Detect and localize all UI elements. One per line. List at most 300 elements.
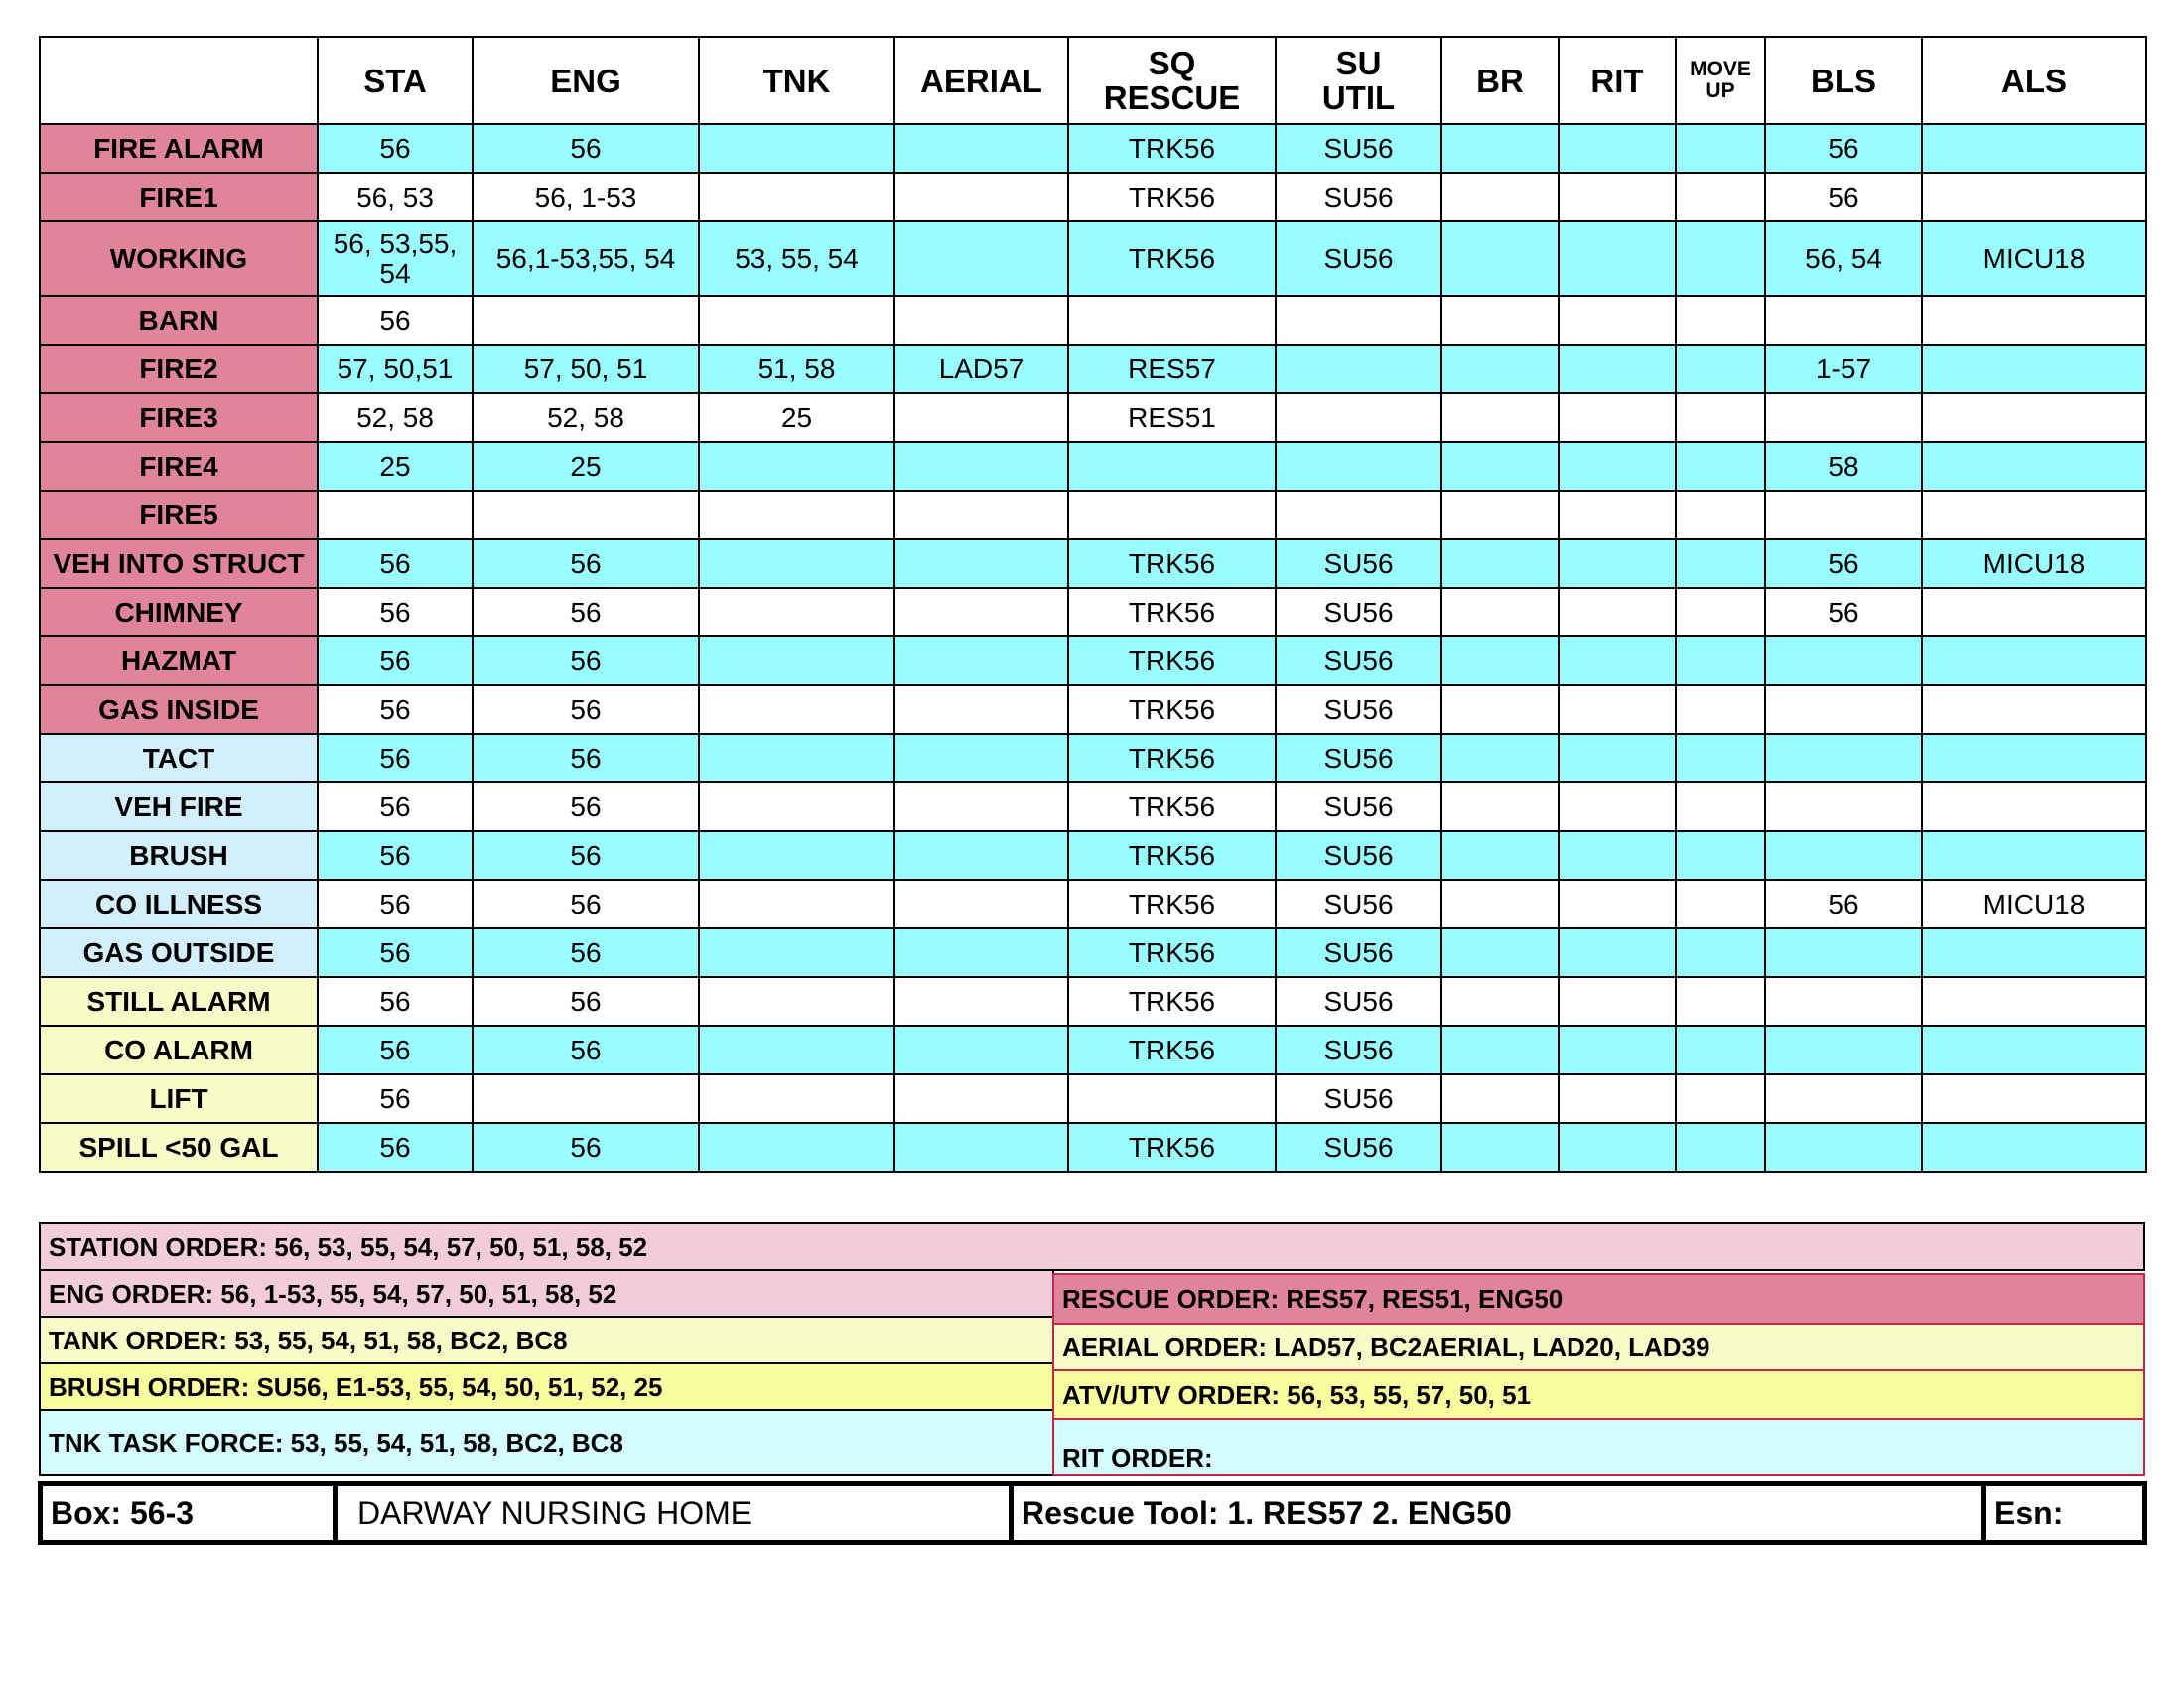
cell-eng: 56 — [473, 928, 699, 977]
cell-sta: 56 — [318, 880, 473, 928]
cell-tnk — [699, 588, 894, 636]
cell-su-util: SU56 — [1276, 1123, 1441, 1172]
cell-tnk — [699, 831, 894, 880]
table-row — [40, 539, 2146, 588]
cell-rit — [1559, 831, 1676, 880]
cell-tnk — [699, 173, 894, 221]
cell-aerial — [894, 880, 1068, 928]
cell-aerial — [894, 1123, 1068, 1172]
cell-bls — [1765, 685, 1922, 734]
header-corner — [40, 37, 318, 124]
row-label: FIRE1 — [40, 173, 318, 221]
cell-als — [1922, 491, 2146, 539]
cell-move-up — [1676, 588, 1765, 636]
cell-als — [1922, 588, 2146, 636]
col-header-rit: RIT — [1559, 37, 1676, 124]
cell-rit — [1559, 782, 1676, 831]
cell-move-up — [1676, 1026, 1765, 1074]
cell-br — [1441, 1026, 1559, 1074]
cell-br — [1441, 539, 1559, 588]
cell-br — [1441, 1074, 1559, 1123]
cell-tnk — [699, 1026, 894, 1074]
cell-tnk — [699, 539, 894, 588]
table-row — [40, 221, 2146, 296]
cell-rit — [1559, 539, 1676, 588]
rescue-tool: Rescue Tool: 1. RES57 2. ENG50 — [1009, 1486, 1981, 1540]
cell-eng: 56 — [473, 539, 699, 588]
cell-sq-rescue — [1068, 296, 1276, 345]
cell-sq-rescue: RES51 — [1068, 393, 1276, 442]
cell-bls: 56 — [1765, 880, 1922, 928]
table-row — [40, 588, 2146, 636]
cell-sq-rescue: RES57 — [1068, 345, 1276, 393]
cell-eng: 56 — [473, 636, 699, 685]
cell-sq-rescue — [1068, 1074, 1276, 1123]
cell-sta: 25 — [318, 442, 473, 491]
cell-rit — [1559, 1026, 1676, 1074]
cell-su-util: SU56 — [1276, 636, 1441, 685]
cell-sq-rescue — [1068, 442, 1276, 491]
cell-move-up — [1676, 977, 1765, 1026]
cell-eng — [473, 296, 699, 345]
cell-als — [1922, 1026, 2146, 1074]
cell-bls: 56 — [1765, 539, 1922, 588]
cell-sta: 56 — [318, 1123, 473, 1172]
col-header-move-up: MOVE UP — [1676, 37, 1765, 124]
cell-su-util: SU56 — [1276, 734, 1441, 782]
table-row — [40, 782, 2146, 831]
cell-move-up — [1676, 345, 1765, 393]
cell-rit — [1559, 1123, 1676, 1172]
cell-su-util: SU56 — [1276, 588, 1441, 636]
cell-sta: 56 — [318, 685, 473, 734]
cell-aerial — [894, 393, 1068, 442]
cell-aerial: LAD57 — [894, 345, 1068, 393]
row-label: HAZMAT — [40, 636, 318, 685]
cell-aerial — [894, 1026, 1068, 1074]
row-label: CO ALARM — [40, 1026, 318, 1074]
cell-tnk — [699, 124, 894, 173]
cell-als — [1922, 685, 2146, 734]
cell-su-util — [1276, 491, 1441, 539]
cell-als — [1922, 782, 2146, 831]
cell-rit — [1559, 977, 1676, 1026]
cell-sq-rescue: TRK56 — [1068, 124, 1276, 173]
col-header-eng: ENG — [473, 37, 699, 124]
cell-br — [1441, 977, 1559, 1026]
cell-su-util — [1276, 393, 1441, 442]
cell-sta: 56, 53 — [318, 173, 473, 221]
cell-bls: 56 — [1765, 173, 1922, 221]
cell-eng: 56 — [473, 1026, 699, 1074]
cell-su-util: SU56 — [1276, 221, 1441, 296]
row-label: BARN — [40, 296, 318, 345]
cell-sq-rescue: TRK56 — [1068, 734, 1276, 782]
cell-rit — [1559, 880, 1676, 928]
table-body — [40, 124, 2146, 1172]
cell-rit — [1559, 685, 1676, 734]
cell-br — [1441, 442, 1559, 491]
cell-sq-rescue: TRK56 — [1068, 977, 1276, 1026]
col-header-sta: STA — [318, 37, 473, 124]
cell-bls — [1765, 296, 1922, 345]
cell-br — [1441, 685, 1559, 734]
cell-tnk — [699, 928, 894, 977]
cell-move-up — [1676, 442, 1765, 491]
aerial-order: AERIAL ORDER: LAD57, BC2AERIAL, LAD20, LAD39 — [1052, 1323, 2145, 1371]
cell-aerial — [894, 928, 1068, 977]
cell-eng: 56 — [473, 588, 699, 636]
row-label: CHIMNEY — [40, 588, 318, 636]
cell-move-up — [1676, 636, 1765, 685]
cell-eng — [473, 491, 699, 539]
cell-sta: 57, 50,51 — [318, 345, 473, 393]
cell-br — [1441, 221, 1559, 296]
cell-bls — [1765, 636, 1922, 685]
cell-su-util: SU56 — [1276, 1026, 1441, 1074]
cell-sta: 52, 58 — [318, 393, 473, 442]
cell-bls — [1765, 491, 1922, 539]
cell-su-util: SU56 — [1276, 928, 1441, 977]
table-row — [40, 296, 2146, 345]
cell-su-util: SU56 — [1276, 831, 1441, 880]
cell-als — [1922, 296, 2146, 345]
table-row — [40, 124, 2146, 173]
cell-als — [1922, 1074, 2146, 1123]
cell-eng: 56 — [473, 124, 699, 173]
cell-als — [1922, 928, 2146, 977]
cell-sta: 56, 53,55, 54 — [318, 221, 473, 296]
cell-su-util: SU56 — [1276, 685, 1441, 734]
cell-als: MICU18 — [1922, 539, 2146, 588]
cell-move-up — [1676, 221, 1765, 296]
table-row — [40, 831, 2146, 880]
cell-bls: 58 — [1765, 442, 1922, 491]
row-label: WORKING — [40, 221, 318, 296]
row-label: BRUSH — [40, 831, 318, 880]
cell-als — [1922, 393, 2146, 442]
row-label: VEH INTO STRUCT — [40, 539, 318, 588]
cell-sq-rescue: TRK56 — [1068, 685, 1276, 734]
cell-move-up — [1676, 393, 1765, 442]
cell-br — [1441, 1123, 1559, 1172]
cell-bls — [1765, 782, 1922, 831]
cell-als — [1922, 636, 2146, 685]
cell-bls — [1765, 977, 1922, 1026]
row-label: STILL ALARM — [40, 977, 318, 1026]
cell-bls — [1765, 928, 1922, 977]
cell-sq-rescue: TRK56 — [1068, 880, 1276, 928]
cell-tnk — [699, 782, 894, 831]
cell-als: MICU18 — [1922, 221, 2146, 296]
cell-sta: 56 — [318, 1026, 473, 1074]
cell-rit — [1559, 393, 1676, 442]
cell-move-up — [1676, 880, 1765, 928]
cell-aerial — [894, 831, 1068, 880]
footer-bar — [38, 1481, 2147, 1545]
cell-tnk — [699, 685, 894, 734]
cell-rit — [1559, 124, 1676, 173]
cell-su-util: SU56 — [1276, 1074, 1441, 1123]
cell-tnk: 53, 55, 54 — [699, 221, 894, 296]
row-label: FIRE2 — [40, 345, 318, 393]
table-row — [40, 1026, 2146, 1074]
cell-sq-rescue: TRK56 — [1068, 588, 1276, 636]
cell-move-up — [1676, 1074, 1765, 1123]
cell-als — [1922, 831, 2146, 880]
brush-order: BRUSH ORDER: SU56, E1-53, 55, 54, 50, 51, 52, 25 — [39, 1362, 1054, 1411]
box-number: Box: 56-3 — [51, 1494, 195, 1531]
cell-sq-rescue: TRK56 — [1068, 539, 1276, 588]
cell-sta: 56 — [318, 1074, 473, 1123]
cell-bls: 56 — [1765, 588, 1922, 636]
cell-bls: 56, 54 — [1765, 221, 1922, 296]
cell-tnk: 25 — [699, 393, 894, 442]
cell-eng: 56 — [473, 685, 699, 734]
cell-aerial — [894, 734, 1068, 782]
cell-eng: 56 — [473, 782, 699, 831]
tank-order: TANK ORDER: 53, 55, 54, 51, 58, BC2, BC8 — [39, 1316, 1054, 1364]
cell-als — [1922, 977, 2146, 1026]
location-name: DARWAY NURSING HOME — [333, 1486, 1009, 1540]
rit-order: RIT ORDER: — [1052, 1418, 2145, 1476]
cell-rit — [1559, 442, 1676, 491]
cell-als — [1922, 442, 2146, 491]
cell-aerial — [894, 296, 1068, 345]
run-card-table — [39, 36, 2147, 1173]
cell-eng: 56 — [473, 831, 699, 880]
row-label: VEH FIRE — [40, 782, 318, 831]
cell-br — [1441, 831, 1559, 880]
cell-rit — [1559, 221, 1676, 296]
cell-als — [1922, 173, 2146, 221]
cell-tnk — [699, 734, 894, 782]
cell-sta: 56 — [318, 977, 473, 1026]
cell-bls — [1765, 831, 1922, 880]
cell-aerial — [894, 539, 1068, 588]
cell-eng — [473, 1074, 699, 1123]
table-row — [40, 393, 2146, 442]
col-header-sq-rescue: SQ RESCUE — [1068, 37, 1276, 124]
cell-br — [1441, 782, 1559, 831]
cell-sta: 56 — [318, 539, 473, 588]
col-header-aerial: AERIAL — [894, 37, 1068, 124]
tnk-task-force: TNK TASK FORCE: 53, 55, 54, 51, 58, BC2, BC8 — [39, 1409, 1054, 1476]
col-header-als: ALS — [1922, 37, 2146, 124]
cell-rit — [1559, 928, 1676, 977]
cell-su-util — [1276, 296, 1441, 345]
row-label: FIRE5 — [40, 491, 318, 539]
cell-su-util: SU56 — [1276, 782, 1441, 831]
cell-tnk — [699, 977, 894, 1026]
table-row — [40, 685, 2146, 734]
cell-als: MICU18 — [1922, 880, 2146, 928]
table-row — [40, 734, 2146, 782]
cell-aerial — [894, 685, 1068, 734]
cell-eng: 56 — [473, 977, 699, 1026]
cell-sq-rescue: TRK56 — [1068, 1026, 1276, 1074]
cell-als — [1922, 345, 2146, 393]
cell-rit — [1559, 588, 1676, 636]
cell-sq-rescue: TRK56 — [1068, 782, 1276, 831]
cell-sta: 56 — [318, 588, 473, 636]
cell-move-up — [1676, 734, 1765, 782]
cell-br — [1441, 491, 1559, 539]
station-order: STATION ORDER: 56, 53, 55, 54, 57, 50, 51, 58, 52 — [39, 1222, 2145, 1271]
cell-tnk — [699, 296, 894, 345]
cell-eng: 56 — [473, 1123, 699, 1172]
cell-sta: 56 — [318, 124, 473, 173]
cell-br — [1441, 928, 1559, 977]
table-row — [40, 173, 2146, 221]
col-header-bls: BLS — [1765, 37, 1922, 124]
cell-tnk — [699, 491, 894, 539]
cell-su-util: SU56 — [1276, 977, 1441, 1026]
cell-bls — [1765, 1026, 1922, 1074]
cell-eng: 52, 58 — [473, 393, 699, 442]
cell-sta: 56 — [318, 296, 473, 345]
cell-move-up — [1676, 124, 1765, 173]
row-label: FIRE4 — [40, 442, 318, 491]
row-label: GAS INSIDE — [40, 685, 318, 734]
cell-aerial — [894, 124, 1068, 173]
cell-tnk — [699, 636, 894, 685]
cell-sq-rescue: TRK56 — [1068, 928, 1276, 977]
table-row — [40, 977, 2146, 1026]
row-label: LIFT — [40, 1074, 318, 1123]
row-label: TACT — [40, 734, 318, 782]
cell-aerial — [894, 173, 1068, 221]
row-label: SPILL <50 GAL — [40, 1123, 318, 1172]
cell-eng: 57, 50, 51 — [473, 345, 699, 393]
cell-aerial — [894, 636, 1068, 685]
cell-eng: 56 — [473, 734, 699, 782]
cell-sta: 56 — [318, 831, 473, 880]
cell-sta: 56 — [318, 782, 473, 831]
orders-section — [39, 1222, 2145, 1476]
cell-rit — [1559, 296, 1676, 345]
cell-su-util: SU56 — [1276, 880, 1441, 928]
cell-move-up — [1676, 782, 1765, 831]
cell-br — [1441, 345, 1559, 393]
cell-br — [1441, 734, 1559, 782]
cell-sta — [318, 491, 473, 539]
cell-als — [1922, 124, 2146, 173]
cell-aerial — [894, 221, 1068, 296]
col-header-tnk: TNK — [699, 37, 894, 124]
cell-sta: 56 — [318, 734, 473, 782]
cell-rit — [1559, 345, 1676, 393]
cell-move-up — [1676, 173, 1765, 221]
cell-tnk — [699, 1123, 894, 1172]
cell-eng: 56,1-53,55, 54 — [473, 221, 699, 296]
cell-move-up — [1676, 928, 1765, 977]
cell-aerial — [894, 1074, 1068, 1123]
cell-bls: 1-57 — [1765, 345, 1922, 393]
cell-sta: 56 — [318, 928, 473, 977]
cell-bls: 56 — [1765, 124, 1922, 173]
cell-su-util: SU56 — [1276, 173, 1441, 221]
row-label: CO ILLNESS — [40, 880, 318, 928]
cell-br — [1441, 588, 1559, 636]
cell-su-util — [1276, 345, 1441, 393]
cell-eng: 56, 1-53 — [473, 173, 699, 221]
cell-sq-rescue: TRK56 — [1068, 831, 1276, 880]
cell-br — [1441, 880, 1559, 928]
cell-bls — [1765, 1123, 1922, 1172]
cell-move-up — [1676, 1123, 1765, 1172]
cell-tnk: 51, 58 — [699, 345, 894, 393]
table-row — [40, 880, 2146, 928]
cell-move-up — [1676, 296, 1765, 345]
col-header-br: BR — [1441, 37, 1559, 124]
cell-sq-rescue: TRK56 — [1068, 221, 1276, 296]
row-label: GAS OUTSIDE — [40, 928, 318, 977]
cell-sta: 56 — [318, 636, 473, 685]
cell-rit — [1559, 173, 1676, 221]
cell-rit — [1559, 491, 1676, 539]
atv-utv-order: ATV/UTV ORDER: 56, 53, 55, 57, 50, 51 — [1052, 1369, 2145, 1420]
table-row — [40, 636, 2146, 685]
cell-bls — [1765, 393, 1922, 442]
table-row — [40, 928, 2146, 977]
cell-br — [1441, 393, 1559, 442]
cell-aerial — [894, 588, 1068, 636]
cell-aerial — [894, 977, 1068, 1026]
cell-br — [1441, 173, 1559, 221]
cell-su-util: SU56 — [1276, 539, 1441, 588]
cell-aerial — [894, 442, 1068, 491]
cell-move-up — [1676, 491, 1765, 539]
cell-rit — [1559, 636, 1676, 685]
cell-move-up — [1676, 539, 1765, 588]
cell-bls — [1765, 1074, 1922, 1123]
eng-order: ENG ORDER: 56, 1-53, 55, 54, 57, 50, 51, 58, 52 — [39, 1269, 1054, 1318]
cell-move-up — [1676, 831, 1765, 880]
cell-aerial — [894, 782, 1068, 831]
col-header-su-util: SU UTIL — [1276, 37, 1441, 124]
row-label: FIRE3 — [40, 393, 318, 442]
cell-aerial — [894, 491, 1068, 539]
cell-bls — [1765, 734, 1922, 782]
cell-move-up — [1676, 685, 1765, 734]
table-row — [40, 491, 2146, 539]
table-row — [40, 1074, 2146, 1123]
cell-sq-rescue — [1068, 491, 1276, 539]
cell-sq-rescue: TRK56 — [1068, 1123, 1276, 1172]
table-row — [40, 442, 2146, 491]
cell-als — [1922, 1123, 2146, 1172]
table-row — [40, 345, 2146, 393]
header-row — [40, 37, 2146, 124]
cell-su-util: SU56 — [1276, 124, 1441, 173]
cell-sq-rescue: TRK56 — [1068, 636, 1276, 685]
rescue-order: RESCUE ORDER: RES57, RES51, ENG50 — [1052, 1273, 2145, 1325]
table-row — [40, 1123, 2146, 1172]
cell-tnk — [699, 442, 894, 491]
cell-als — [1922, 734, 2146, 782]
cell-tnk — [699, 880, 894, 928]
cell-br — [1441, 296, 1559, 345]
cell-tnk — [699, 1074, 894, 1123]
cell-su-util — [1276, 442, 1441, 491]
cell-rit — [1559, 734, 1676, 782]
row-label: FIRE ALARM — [40, 124, 318, 173]
cell-br — [1441, 636, 1559, 685]
esn: Esn: — [1981, 1486, 2142, 1540]
cell-br — [1441, 124, 1559, 173]
cell-sq-rescue: TRK56 — [1068, 173, 1276, 221]
